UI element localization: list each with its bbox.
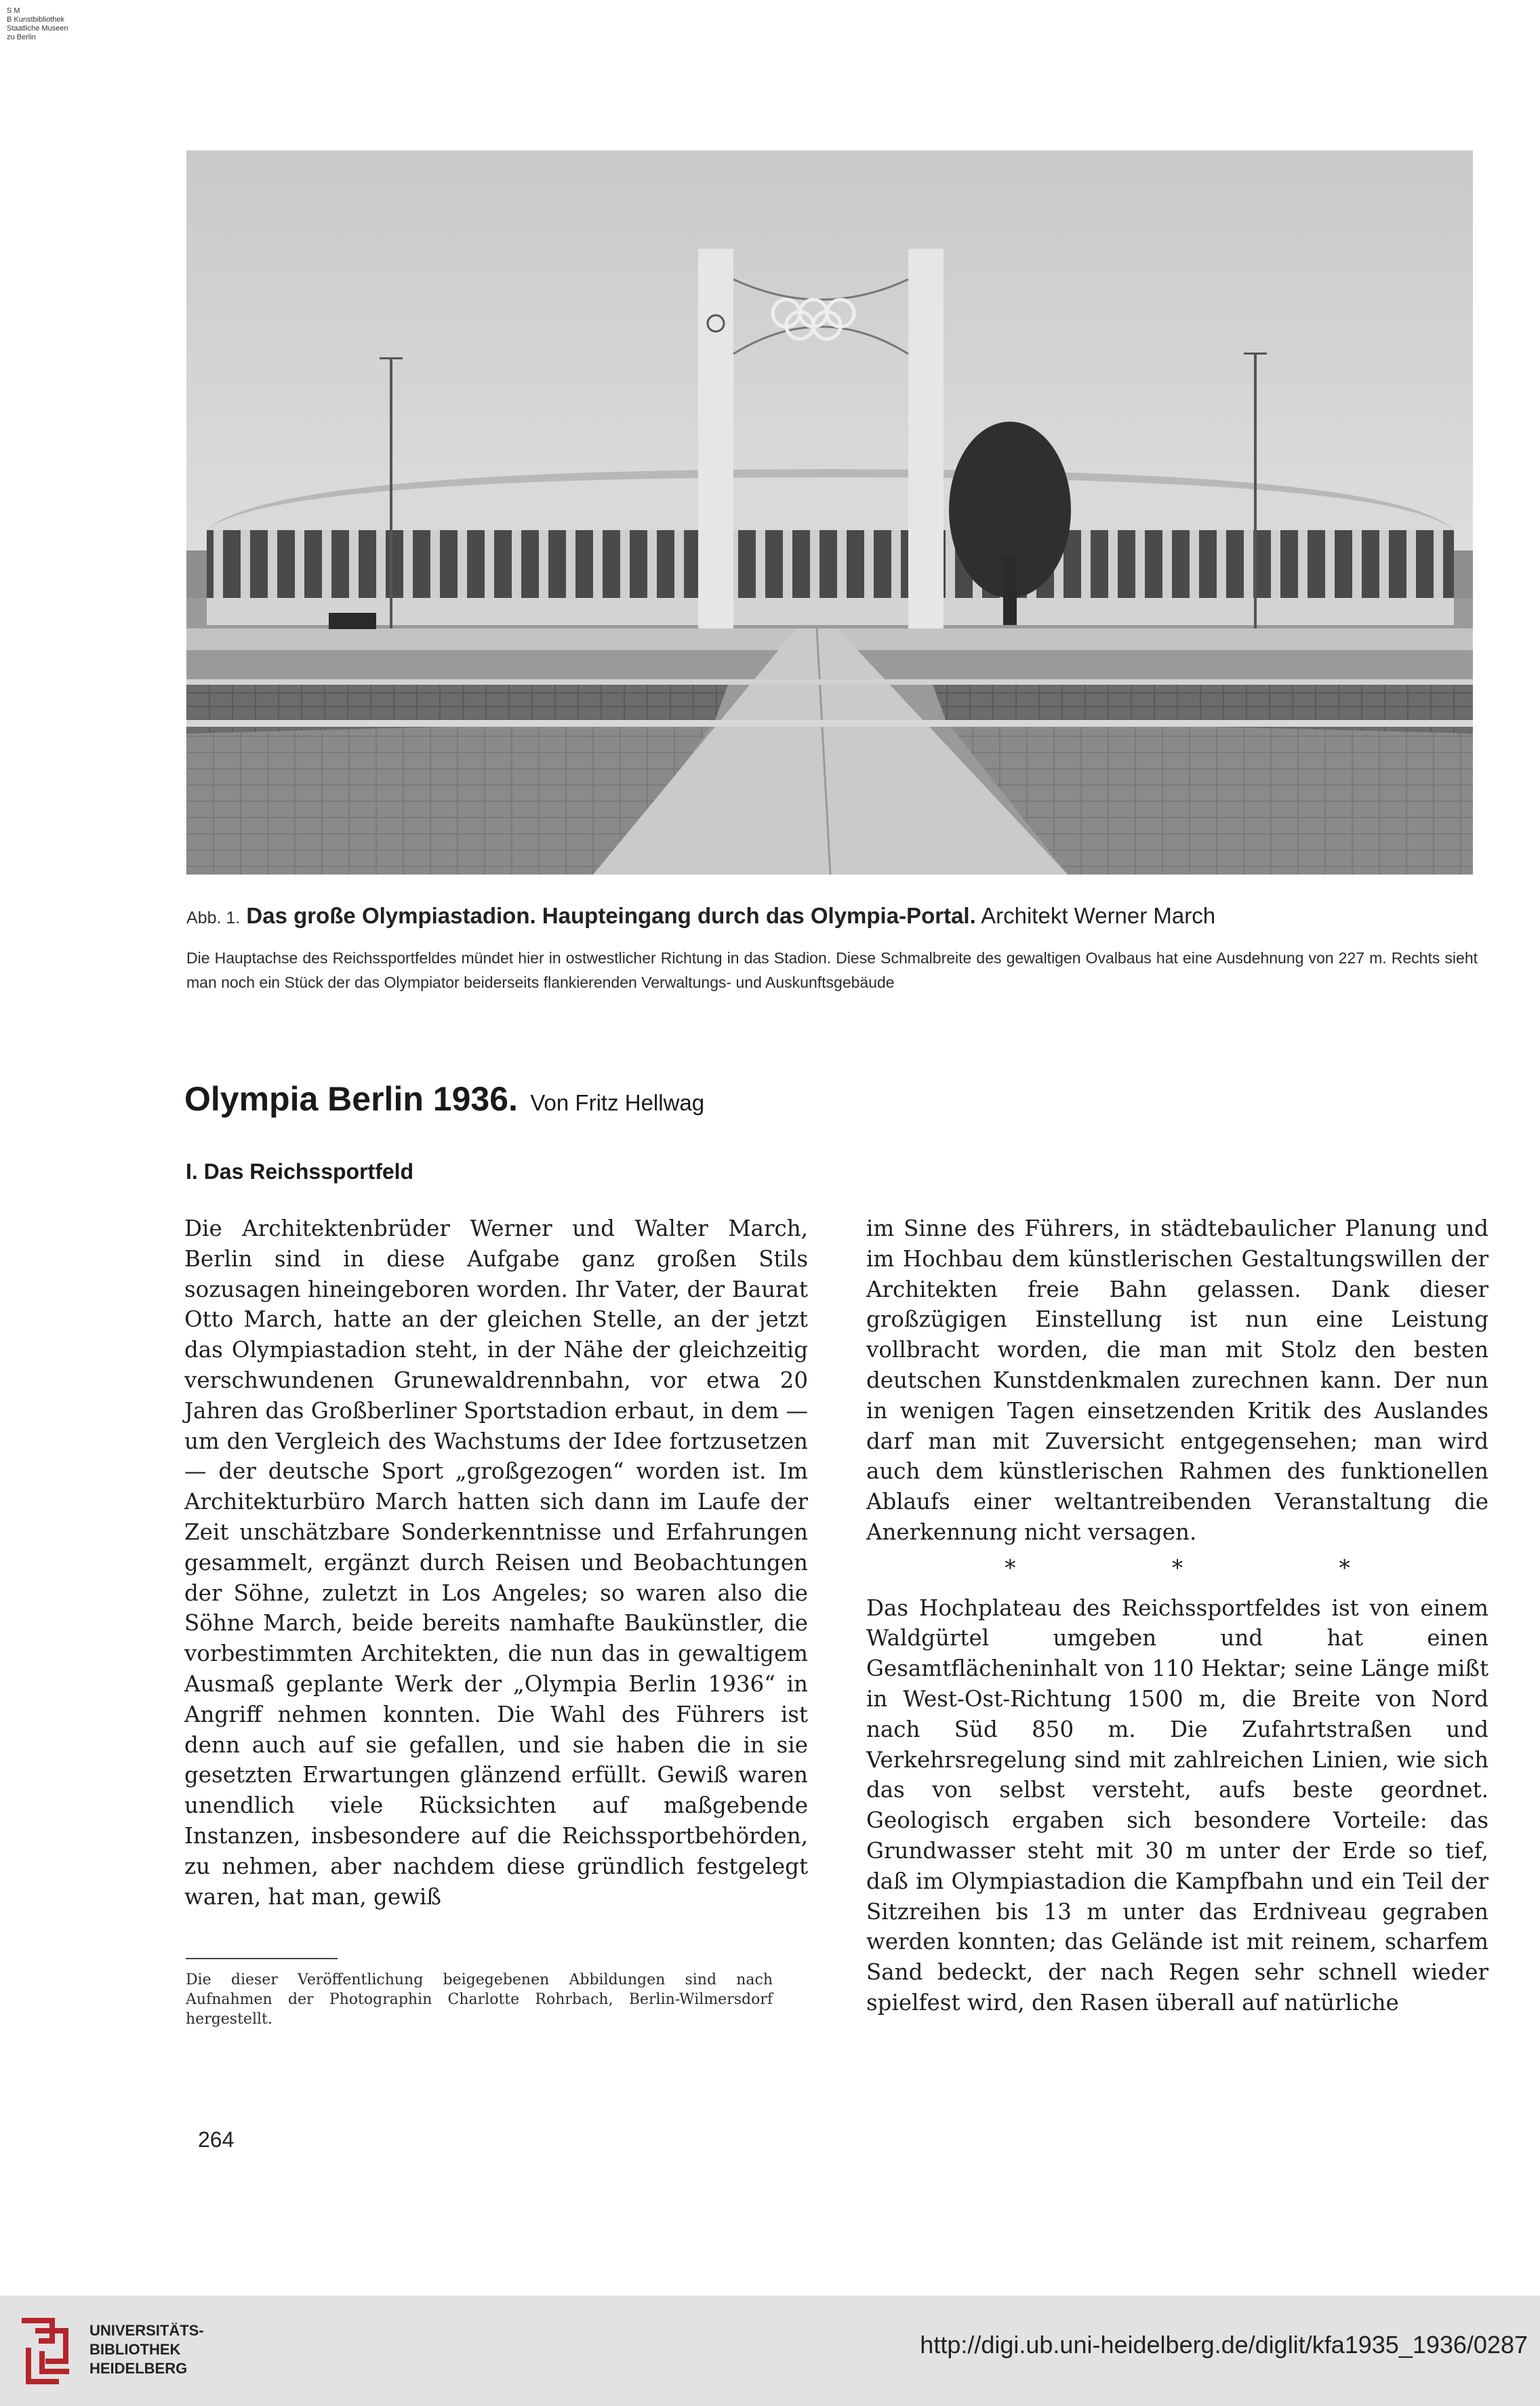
source-url-link[interactable]: http://digi.ub.uni-heidelberg.de/diglit/kfa1935_1936/0287: [920, 2331, 1528, 2359]
article-title: [184, 1079, 704, 1119]
body-paragraph: Das Hochplateau des Reichssportfeldes ist von einem Waldgürtel umgeben und hat einen Gesamtflächeninhalt von 110 Hektar; seine Länge mißt in West-Ost-Richtung 1500 m, die Breite von Nord nach Süd 850 m. Die Zufahrtstraßen und Verkehrsregelung sind mit zahlreichen Linien, wie sich das von selbst versteht, aufs beste geordnet. Geologisch ergaben sich besondere Vorteile: das Grundwasser steht mit 30 m unter der Erde so tief, daß im Olympiastadion die Kampfbahn und ein Teil der Sitzreihen bis 13 m unter das Erdniveau gegraben werden konnten; das Gelände ist mit reinem, scharfem Sand bedeckt, der nach Regen sehr schnell wieder spielfest wird, den Rasen überall auf natürliche: [866, 1595, 1488, 2016]
library-name: [89, 2321, 204, 2378]
footnote: Die dieser Veröffentlichung beigegebenen Abbildungen sind nach Aufnahmen der Photographin Charlotte Rohrbach, Berlin-Wilmersdorf hergestellt.: [186, 1971, 773, 2028]
library-name-line: UNIVERSITÄTS-: [89, 2322, 204, 2339]
figure-caption-text: Die Hauptachse des Reichssportfeldes mündet hier in ostwestlicher Richtung in das Stadion. Diese Schmalbreite des gewaltigen Ovalbaus hat eine Ausdehnung von 227 m. Rechts sieht man noch ein Stück der das Olympiator beiderseits flankierenden Verwaltungs- und Auskunftsgebäude: [186, 949, 1478, 991]
stamp-line: zu Berlin: [7, 33, 36, 41]
text-column-right: [866, 1214, 1488, 2018]
library-name-line: BIBLIOTHEK: [89, 2341, 181, 2358]
figure-title: Das große Olympiastadion. Haupteingang durch das Olympia-Portal.: [246, 903, 976, 928]
stamp-line: B Kunstbibliothek: [7, 16, 64, 24]
body-paragraph: im Sinne des Führers, in städtebaulicher Planung und im Hochbau dem künstlerischen Gestaltungswillen der Architekten freie Bahn gelassen. Dank dieser großzügigen Einstellung ist nun eine Leistung vollbracht worden, die man mit Stolz den besten deutschen Kunstdenkmalen zurechnen kann. Der nun in wenigen Tagen einsetzenden Kritik des Auslandes darf man mit Zuversicht entgegensehen; man wird auch dem künstlerischen Rahmen des funktionellen Ablaufs einer weltantreibenden Veranstaltung die Anerkennung nicht versagen.: [866, 1216, 1488, 1545]
footnote-rule: [186, 1958, 338, 1959]
figure-label: Abb. 1.: [186, 908, 241, 927]
body-paragraph: Die Architektenbrüder Werner und Walter March, Berlin sind in diese Aufgabe ganz großen Stils sozusagen hineingeboren worden. Ihr Vater, der Baurat Otto March, hatte an der gleichen Stelle, an der jetzt das Olympiastadion steht, in der Nähe der gleichzeitig verschwundenen Grunewaldrennbahn, vor etwa 20 Jahren das Großberliner Sportstadion erbaut, in dem — um den Vergleich des Wachstums der Idee fortzusetzen — der deutsche Sport „großgezogen“ worden ist. Im Architekturbüro March hatten sich dann im Laufe der Zeit unschätzbare Sonderkenntnisse und Erfahrungen gesammelt, ergänzt durch Reisen und Beobachtungen der Söhne, zuletzt in Los Angeles; so waren also die Söhne March, beide bereits namhafte Baukünstler, die vorbestimmten Architekten, die nun das in gewaltigem Ausmaß geplante Werk der „Olympia Berlin 1936“ in Angriff nehmen konnten. Die Wahl des Führers ist denn auch auf sie gefallen, und sie haben die in sie gesetzten Erwartungen glänzend erfüllt. Gewiß waren unendlich viele Rücksichten auf maßgebende Instanzen, insbesondere auf die Reichssportbehörden, zu nehmen, aber nachdem diese gründlich festgelegt waren, hat man, gewiß: [184, 1216, 808, 1910]
figure-caption-title: [186, 903, 1474, 929]
article-author: Von Fritz Hellwag: [530, 1090, 705, 1115]
text-column-left: [184, 1214, 808, 1912]
stadium-photograph: [186, 151, 1473, 875]
university-library-logo-icon: [15, 2310, 76, 2392]
article-heading: Olympia Berlin 1936.: [184, 1080, 518, 1118]
section-separator: * * *: [1005, 1555, 1425, 1581]
stamp-line: S M: [7, 7, 20, 15]
digitization-footer: [0, 2295, 1540, 2406]
library-name-line: HEIDELBERG: [89, 2360, 188, 2377]
section-heading: I. Das Reichssportfeld: [186, 1159, 414, 1184]
page-number: 264: [198, 2127, 235, 2152]
library-stamp: [7, 7, 68, 42]
figure-architect: Architekt Werner March: [981, 903, 1216, 928]
stamp-line: Staatliche Museen: [7, 24, 68, 33]
